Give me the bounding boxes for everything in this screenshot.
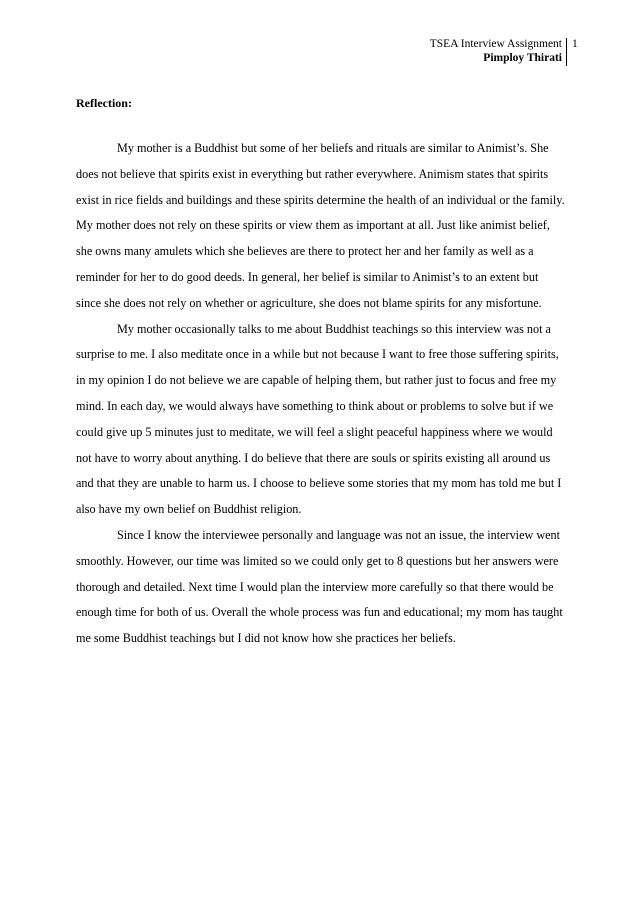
section-heading: Reflection:	[76, 96, 132, 110]
page-number: 1	[572, 38, 578, 50]
running-header	[430, 37, 562, 65]
paragraph-3: Since I know the interviewee personally and language was not an issue, the interview went smoothly. However, our time was limited so we could only get to 8 questions but her answers were thorough and detailed. Next time I would plan the interview more carefully so that there would be enough time for both of us. Overall the whole process was fun and educational; my mom has taught me some Buddhist teachings but I did not know how she practices her beliefs.	[76, 527, 563, 646]
header-title: TSEA Interview Assignment	[429, 38, 562, 50]
body-text	[76, 136, 566, 652]
header-divider	[566, 38, 567, 66]
paragraph-1: My mother is a Buddhist but some of her beliefs and rituals are similar to Animist’s. She does not believe that spirits exist in everything but rather everywhere. Animism states that spirits exist in rice fields and buildings and these spirits determine the health of an individual or the family. My mother does not rely on these spirits or view them as important at all. Just like animist belief, she owns many amulets which she believes are there to protect her and her family as well as a reminder for her to do good deeds. In general, her belief is similar to Animist’s to an extent but since she does not rely on whether or agriculture, she does not blame spirits for any misfortune.	[76, 141, 565, 310]
paragraph-2: My mother occasionally talks to me about Buddhist teachings so this interview was not a surprise to me. I also meditate once in a while but not because I want to free those suffering spirits, in my opinion I do not believe we are capable of helping them, but rather just to focus and free my mind. In each day, we would always have something to think about or problems to solve but if we could give up 5 minutes just to meditate, we will feel a slight peaceful happiness where we would not have to worry about anything. I do believe that there are souls or spirits existing all around us and that they are unable to harm us. I choose to believe some stories that my mom has told me but I also have my own belief on Buddhist religion.	[76, 321, 562, 517]
header-author: Pimploy Thirati	[483, 52, 562, 64]
